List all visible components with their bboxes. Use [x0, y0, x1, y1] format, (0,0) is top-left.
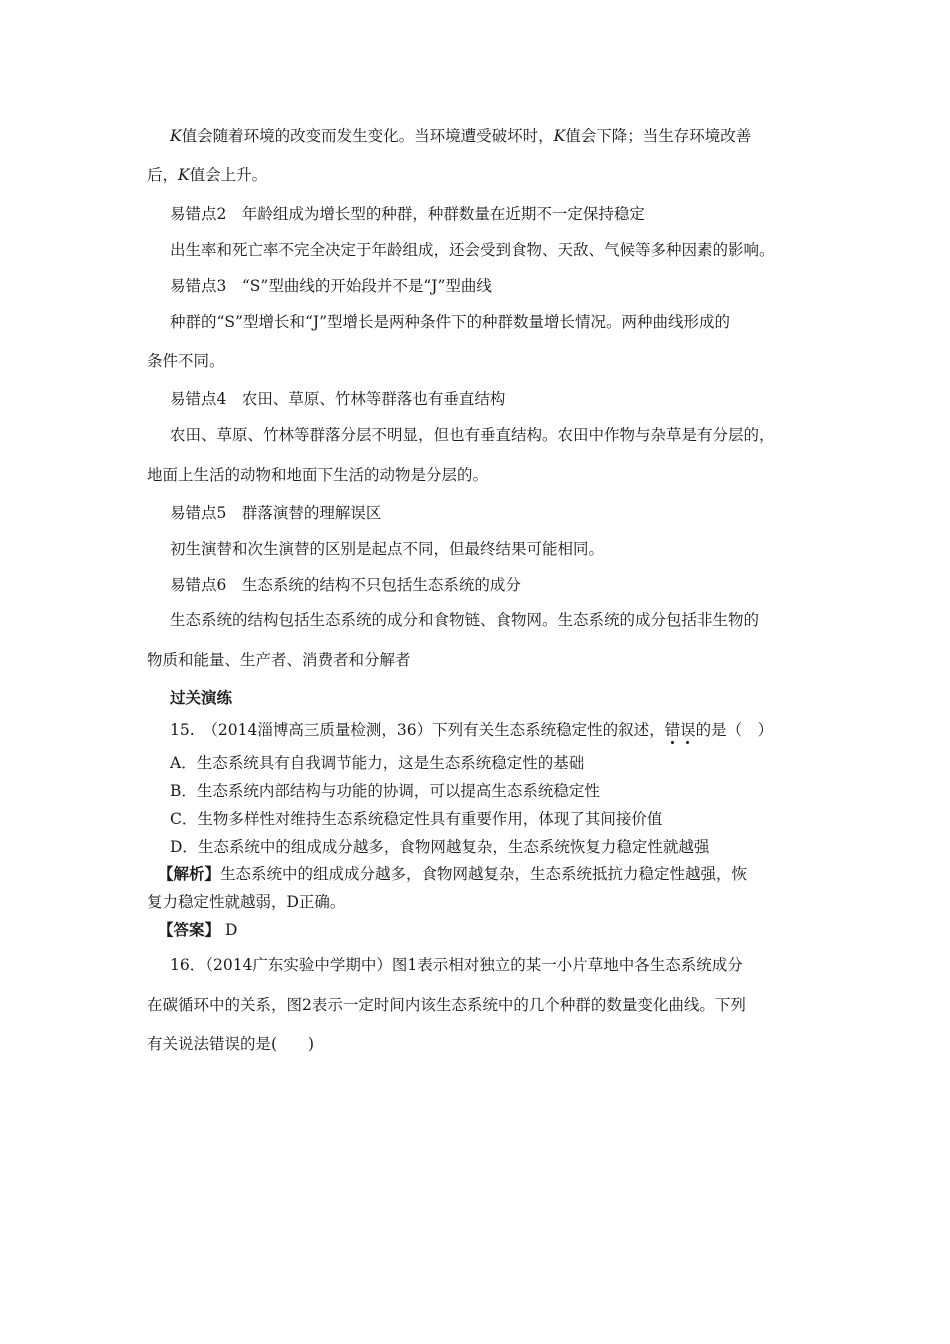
answer-label: 【答案】 — [158, 921, 221, 939]
section-title: 过关演练 — [170, 689, 233, 707]
analysis-text: 生态系统中的组成成分越多，食物网越复杂，生态系统抵抗力稳定性越强，恢 — [220, 865, 748, 883]
q15-stem — [170, 720, 773, 740]
emphasis-char: 误 — [680, 721, 696, 739]
point-4-title: 易错点4 农田、草原、竹林等群落也有垂直结构 — [170, 390, 506, 408]
q15-stem-text: 15. （2014淄博高三质量检测，36）下列有关生态系统稳定性的叙述， — [170, 721, 665, 739]
q15-stem-end: 的是（ ） — [695, 721, 774, 739]
point-3-title: 易错点3 “S”型曲线的开始段并不是“J”型曲线 — [170, 277, 492, 295]
point-2-title: 易错点2 年龄组成为增长型的种群，种群数量在近期不一定保持稳定 — [170, 205, 645, 223]
q16-line-3: 有关说法错误的是( ) — [147, 1035, 315, 1053]
q16-line-1: 16．（2014广东实验中学期中）图1表示相对独立的某一小片草地中各生态系统成分 — [170, 956, 743, 974]
point-4-body-1: 农田、草原、竹林等群落分层不明显，但也有垂直结构。农田中作物与杂草是有分层的， — [170, 426, 775, 444]
k-symbol: K — [178, 166, 190, 184]
point-2-body: 出生率和死亡率不完全决定于年龄组成，还会受到食物、天敌、气候等多种因素的影响。 — [170, 241, 775, 259]
point-6-body-1: 生态系统的结构包括生态系统的成分和食物链、食物网。生态系统的成分包括非生物的 — [170, 611, 760, 629]
answer-value: D — [224, 921, 238, 939]
point-6-title: 易错点6 生态系统的结构不只包括生态系统的成分 — [170, 576, 521, 594]
k-text-b: 值会下降；当生存环境改善 — [565, 127, 752, 145]
q15-option-a: A．生态系统具有自我调节能力，这是生态系统稳定性的基础 — [170, 754, 585, 772]
point-3-body-1: 种群的“S”型增长和“J”型增长是两种条件下的种群数量增长情况。两种曲线形成的 — [170, 313, 731, 331]
k-value-line-1 — [170, 126, 751, 146]
k-symbol: K — [553, 127, 566, 145]
emphasis-char: 错 — [664, 721, 681, 739]
point-5-title: 易错点5 群落演替的理解误区 — [170, 504, 382, 522]
q15-analysis-1 — [158, 864, 747, 884]
q15-option-d: D．生态系统中的组成成分越多，食物网越复杂，生态系统恢复力稳定性就越强 — [170, 838, 710, 856]
q16-line-2: 在碳循环中的关系，图2表示一定时间内该生态系统中的几个种群的数量变化曲线。下列 — [147, 996, 746, 1014]
q15-analysis-2: 复力稳定性就越弱，D正确。 — [147, 893, 346, 911]
analysis-label: 【解析】 — [158, 865, 221, 883]
k-text-c: 后， — [147, 166, 179, 184]
k-value-line-2 — [147, 165, 267, 185]
q15-option-b: B．生态系统内部结构与功能的协调，可以提高生态系统稳定性 — [170, 782, 600, 800]
q15-answer — [158, 920, 237, 940]
point-6-body-2: 物质和能量、生产者、消费者和分解者 — [147, 651, 411, 669]
point-5-body: 初生演替和次生演替的区别是起点不同，但最终结果可能相同。 — [170, 540, 605, 558]
q15-option-c: C．生物多样性对维持生态系统稳定性具有重要作用，体现了其间接价值 — [170, 810, 663, 828]
point-4-body-2: 地面上生活的动物和地面下生活的动物是分层的。 — [147, 466, 489, 484]
k-symbol: K — [170, 127, 182, 145]
k-text-a: 值会随着环境的改变而发生变化。当环境遭受破坏时， — [181, 127, 554, 145]
k-text-d: 值会上升。 — [189, 166, 268, 184]
point-3-body-2: 条件不同。 — [147, 352, 225, 370]
